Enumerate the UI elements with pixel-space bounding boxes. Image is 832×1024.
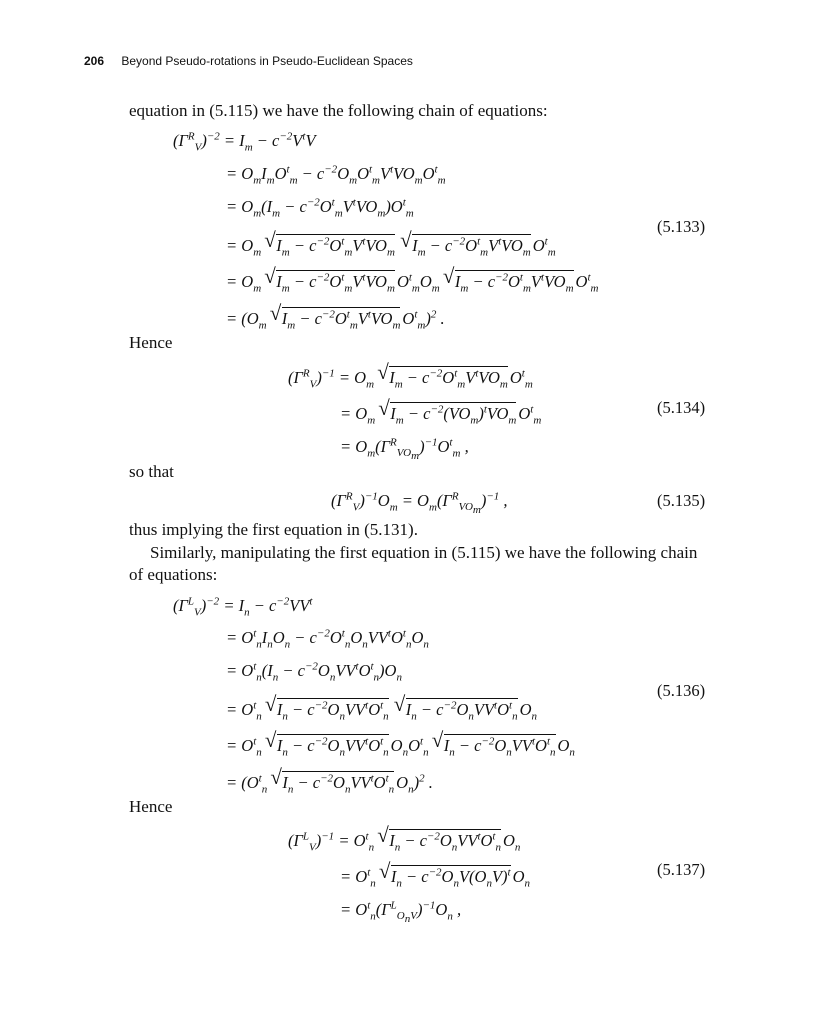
eq-m3: = $O^t_n(\Gamma^L_{O_nV})^{-1}O_n$ ,	[340, 899, 462, 926]
eq-number-5-133: (5.133)	[657, 217, 706, 236]
implying-text: thus implying the first equation in (5.131).	[129, 520, 418, 539]
eq-m2: = $O^t_n$ √ $I_n - c^{-2}O_nV(O_nV)^t$ $O_n$	[340, 865, 530, 887]
eq-r3: = $O_m(I_m - c^{-2}O^t_mV^tVO_m)O^t_m$	[226, 196, 414, 220]
eq-number-5-136: (5.136)	[657, 681, 706, 700]
eq-s3: = $O_m(\Gamma^R_{VO_m})^{-1}O^t_m$ ,	[340, 436, 469, 463]
so-that: so that	[129, 462, 174, 481]
eq-r5: = $O_m$ √ $I_m - c^{-2}O^t_mV^tVO_m$ $O^t_mO_m$ √ $I_m - c^{-2}O^t_mV^tVO_m$ $O^t_m$	[226, 270, 598, 292]
eq-l2: = $O^t_nI_nO_n - c^{-2}O^t_nO_nVV^tO^t_nO_n$	[226, 627, 429, 651]
eq-t1: $(\Gamma^R_V)^{-1}O_m = O_m(\Gamma^R_{VO_m})^{-1}$ ,	[331, 490, 508, 517]
eq-number-5-137: (5.137)	[657, 860, 706, 879]
eq-r1: $(\Gamma^R_V)^{-2} = I_m - c^{-2}V^tV$	[173, 130, 316, 154]
eq-s1: $(\Gamma^R_V)^{-1} = O_m$ √ $I_m - c^{-2}O^t_mV^tVO_m$ $O^t_m$	[288, 366, 533, 388]
similarly-text-2: of equations:	[129, 565, 218, 584]
eq-l6: = ($O^t_n$ √ $I_n - c^{-2}O_nVV^tO^t_n$ $O_n)^2$ .	[226, 771, 433, 793]
eq-s2: = $O_m$ √ $I_m - c^{-2}(VO_m)^tVO_m$ $O^t_m$	[340, 402, 541, 424]
hence-1: Hence	[129, 333, 173, 352]
eq-r6: = ($O_m$ √ $I_m - c^{-2}O^t_mV^tVO_m$ $O^t_m)^2$ .	[226, 307, 445, 329]
eq-l4: = $O^t_n$ √ $I_n - c^{-2}O_nVV^tO^t_n$ √ $I_n - c^{-2}O_nVV^tO^t_n$ $O_n$	[226, 698, 537, 720]
eq-l5: = $O^t_n$ √ $I_n - c^{-2}O_nVV^tO^t_n$ $O_nO^t_n$ √ $I_n - c^{-2}O_nVV^tO^t_n$ $O_n$	[226, 734, 575, 756]
page-number: 206	[84, 54, 105, 68]
eq-l1: $(\Gamma^L_V)^{-2} = I_n - c^{-2}VV^t$	[173, 595, 313, 619]
eq-m1: $(\Gamma^L_V)^{-1} = O^t_n$ √ $I_n - c^{-2}O_nVV^tO^t_n$ $O_n$	[288, 829, 520, 851]
eq-r2: = $O_mI_mO^t_m - c^{-2}O_mO^t_mV^tVO_mO^t_m$	[226, 163, 446, 187]
hence-2: Hence	[129, 797, 173, 816]
running-header	[84, 54, 413, 68]
similarly-text-1: Similarly, manipulating the first equation in (5.115) we have the following chain	[150, 543, 698, 562]
eq-number-5-134: (5.134)	[657, 398, 706, 417]
intro-text: equation in (5.115) we have the following chain of equations:	[129, 101, 548, 120]
eq-r4: = $O_m$ √ $I_m - c^{-2}O^t_mV^tVO_m$ √ $I_m - c^{-2}O^t_mV^tVO_m$ $O^t_m$	[226, 234, 556, 256]
running-title: Beyond Pseudo-rotations in Pseudo-Euclidean Spaces	[121, 54, 413, 68]
eq-l3: = $O^t_n(I_n - c^{-2}O_nVV^tO^t_n)O_n$	[226, 660, 402, 684]
eq-number-5-135: (5.135)	[657, 491, 706, 510]
